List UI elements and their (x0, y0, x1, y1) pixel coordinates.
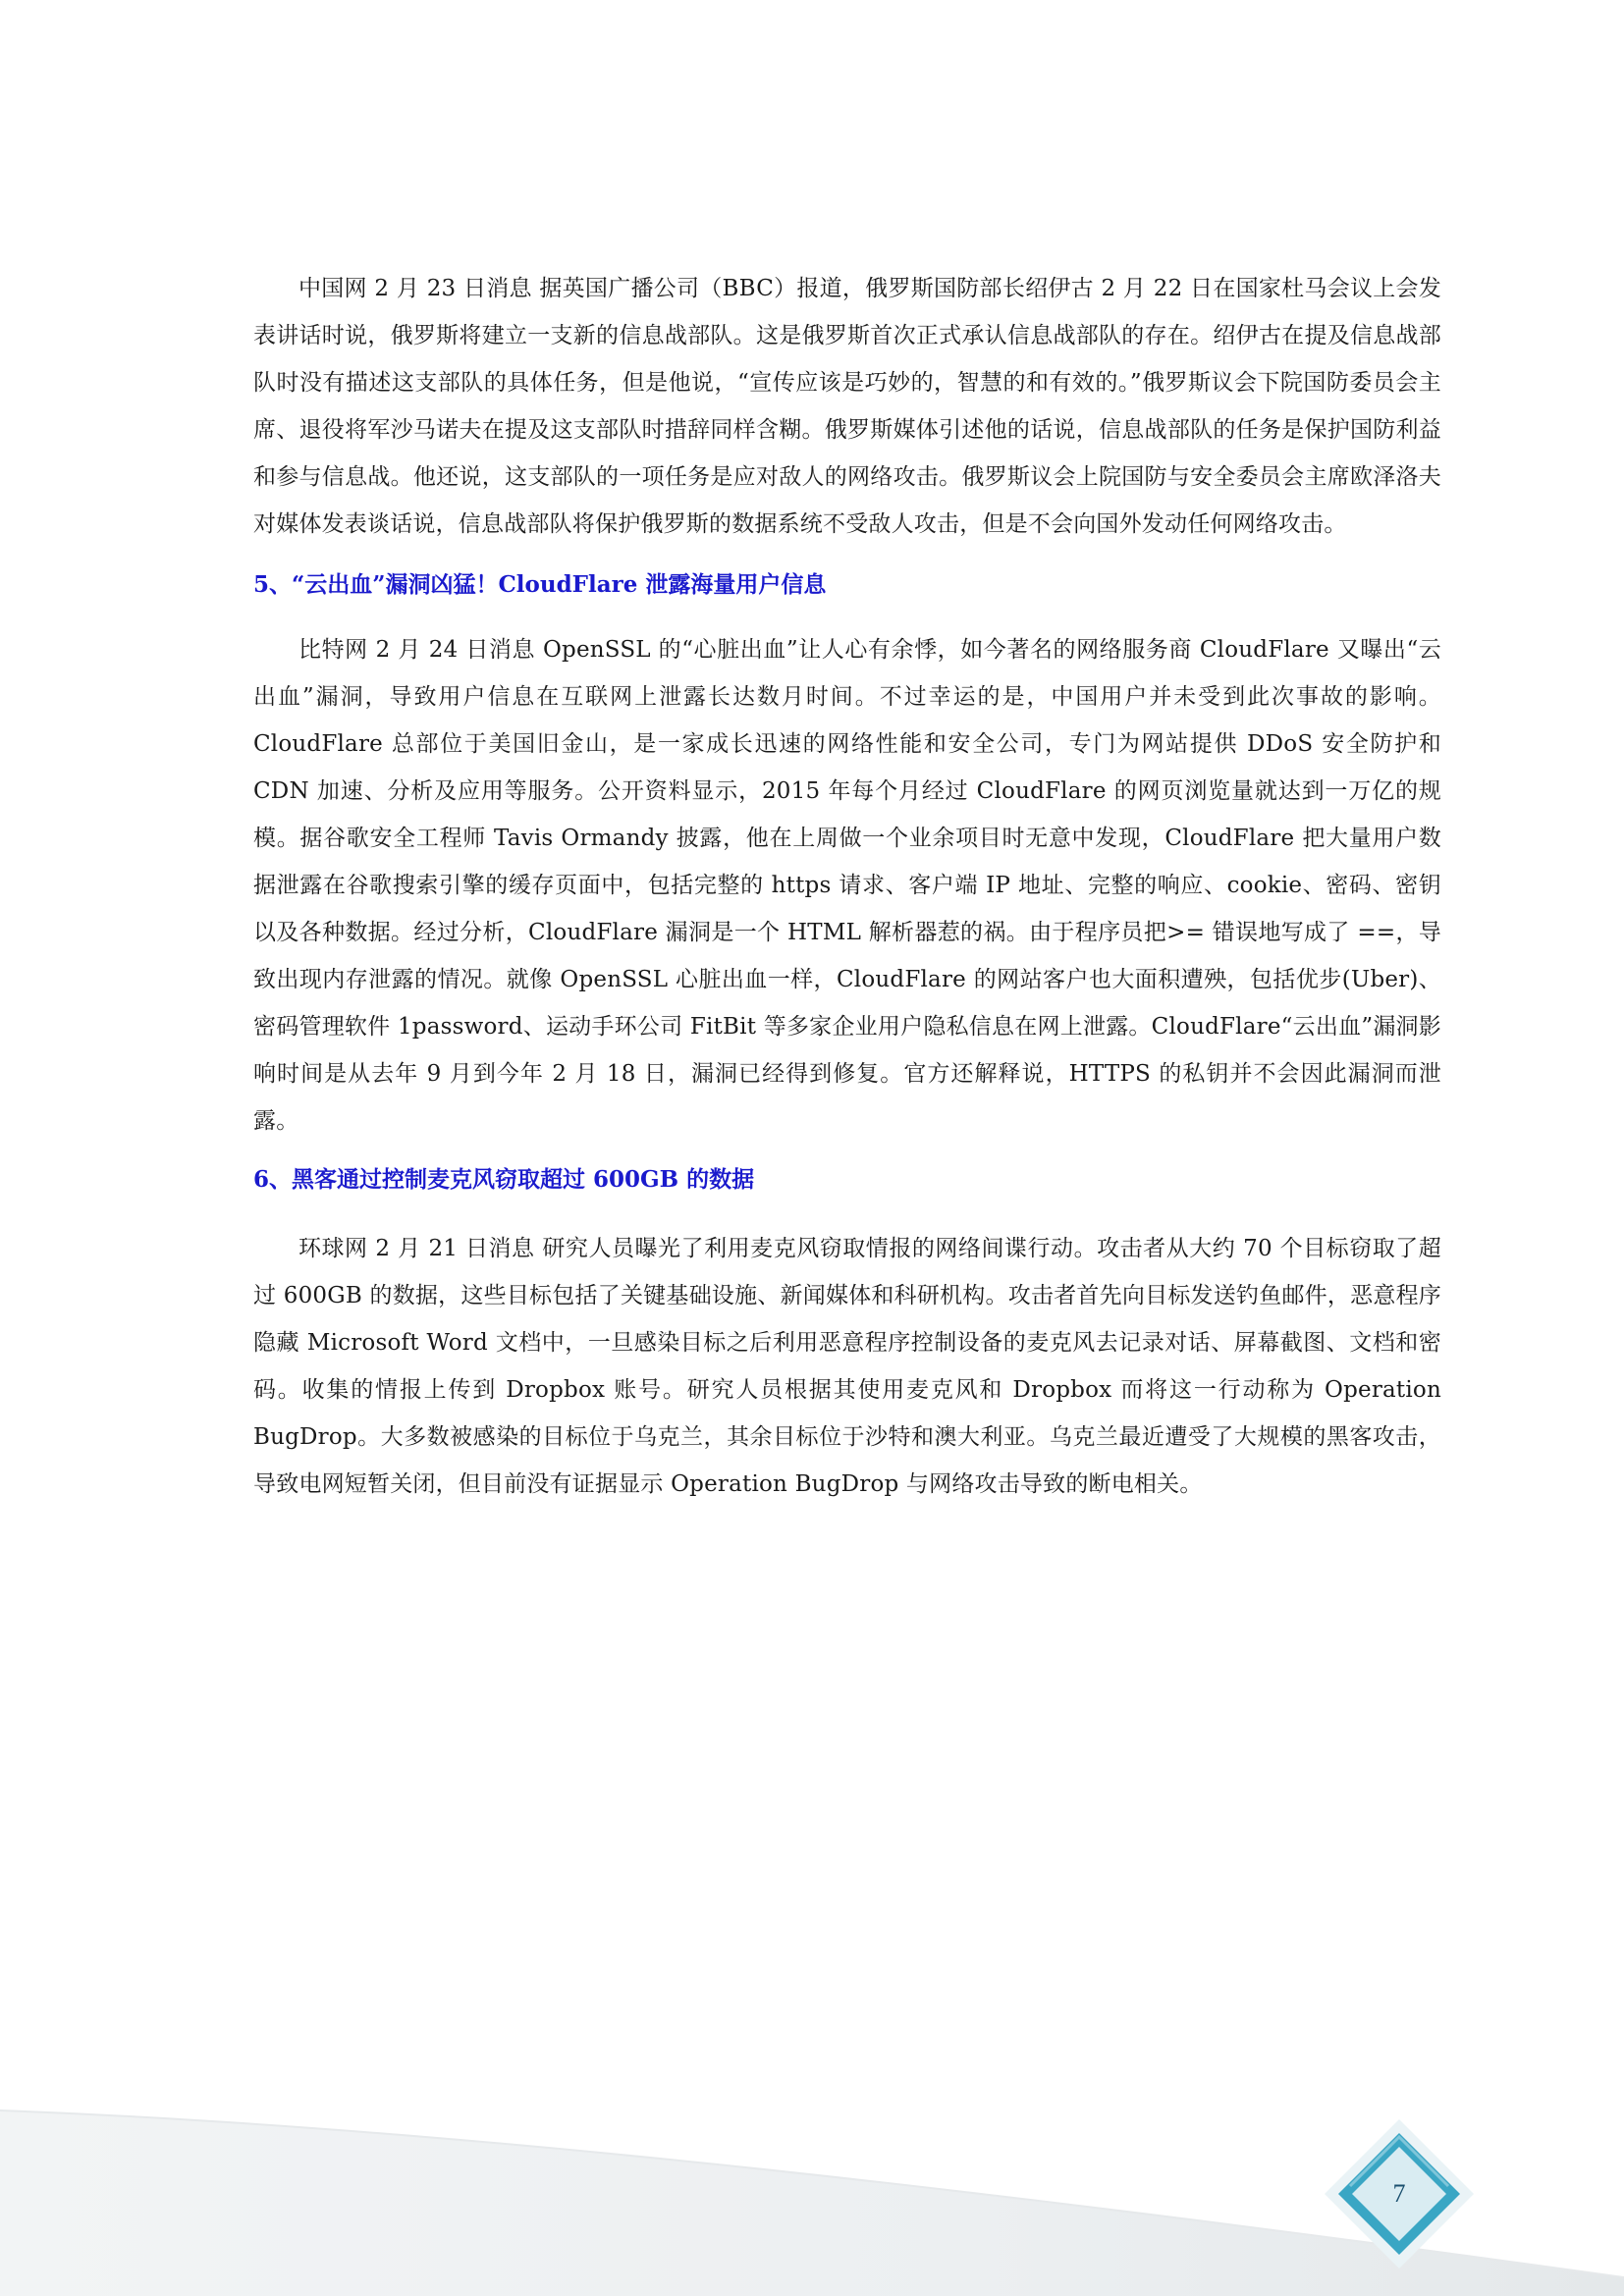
paragraph-bugdrop: 环球网 2 月 21 日消息 研究人员曝光了利用麦克风窃取情报的网络间谍行动。攻击者从大约 70 个目标窃取了超过 600GB 的数据，这些目标包括了关键基础设施、新闻媒体和科研机构。攻击者首先向目标发送钓鱼邮件，恶意程序隐藏 Microsoft Word 文档中，一旦感染目标之后利用恶意程序控制设备的麦克风去记录对话、屏幕截图、文档和密码。收集的情报上传到 Dropbox 账号。研究人员根据其使用麦克风和 Dropbox 而将这一行动称为 Operation BugDrop。大多数被感染的目标位于乌克兰，其余目标位于沙特和澳大利亚。乌克兰最近遭受了大规模的黑客攻击，导致电网短暂关闭，但目前没有证据显示 Operation BugDrop 与网络攻击导致的断电相关。 (253, 1236, 1441, 1497)
paragraph-cloudbleed: 比特网 2 月 24 日消息 OpenSSL 的“心脏出血”让人心有余悸，如今著名的网络服务商 CloudFlare 又曝出“云出血”漏洞，导致用户信息在互联网上泄露长达数月时间。不过幸运的是，中国用户并未受到此次事故的影响。CloudFlare 总部位于美国旧金山，是一家成长迅速的网络性能和安全公司，专门为网站提供 DDoS 安全防护和 CDN 加速、分析及应用等服务。公开资料显示，2015 年每个月经过 CloudFlare 的网页浏览量就达到一万亿的规模。据谷歌安全工程师 Tavis Ormandy 披露，他在上周做一个业余项目时无意中发现，CloudFlare 把大量用户数据泄露在谷歌搜索引擎的缓存页面中，包括完整的 https 请求、客户端 IP 地址、完整的响应、cookie、密码、密钥以及各种数据。经过分析，CloudFlare 漏洞是一个 HTML 解析器惹的祸。由于程序员把>= 错误地写成了 ==，导致出现内存泄露的情况。就像 OpenSSL 心脏出血一样，CloudFlare 的网站客户也大面积遭殃，包括优步(Uber)、密码管理软件 1password、运动手环公司 FitBit 等多家企业用户隐私信息在网上泄露。CloudFlare“云出血”漏洞影响时间是从去年 9 月到今年 2 月 18 日，漏洞已经得到修复。官方还解释说，HTTPS 的私钥并不会因此漏洞而泄露。 (253, 637, 1441, 1134)
page-number: 7 (1392, 2179, 1406, 2208)
section-heading-bugdrop: 6、黑客通过控制麦克风窃取超过 600GB 的数据 (253, 1166, 755, 1193)
paragraph-russia-info-warfare: 中国网 2 月 23 日消息 据英国广播公司（BBC）报道，俄罗斯国防部长绍伊古 2 月 22 日在国家杜马会议上会发表讲话时说，俄罗斯将建立一支新的信息战部队。这是俄罗斯首次正式承认信息战部队的存在。绍伊古在提及信息战部队时没有描述这支部队的具体任务，但是他说，“宣传应该是巧妙的，智慧的和有效的。”俄罗斯议会下院国防委员会主席、退役将军沙马诺夫在提及这支部队时措辞同样含糊。俄罗斯媒体引述他的话说，信息战部队的任务是保护国防利益和参与信息战。他还说，这支部队的一项任务是应对敌人的网络攻击。俄罗斯议会上院国防与安全委员会主席欧泽洛夫对媒体发表谈话说，信息战部队将保护俄罗斯的数据系统不受敌人攻击，但是不会向国外发动任何网络攻击。 (253, 276, 1441, 537)
section-heading-cloudbleed: 5、“云出血”漏洞凶猛！CloudFlare 泄露海量用户信息 (253, 571, 827, 598)
article-body (253, 265, 1441, 1508)
